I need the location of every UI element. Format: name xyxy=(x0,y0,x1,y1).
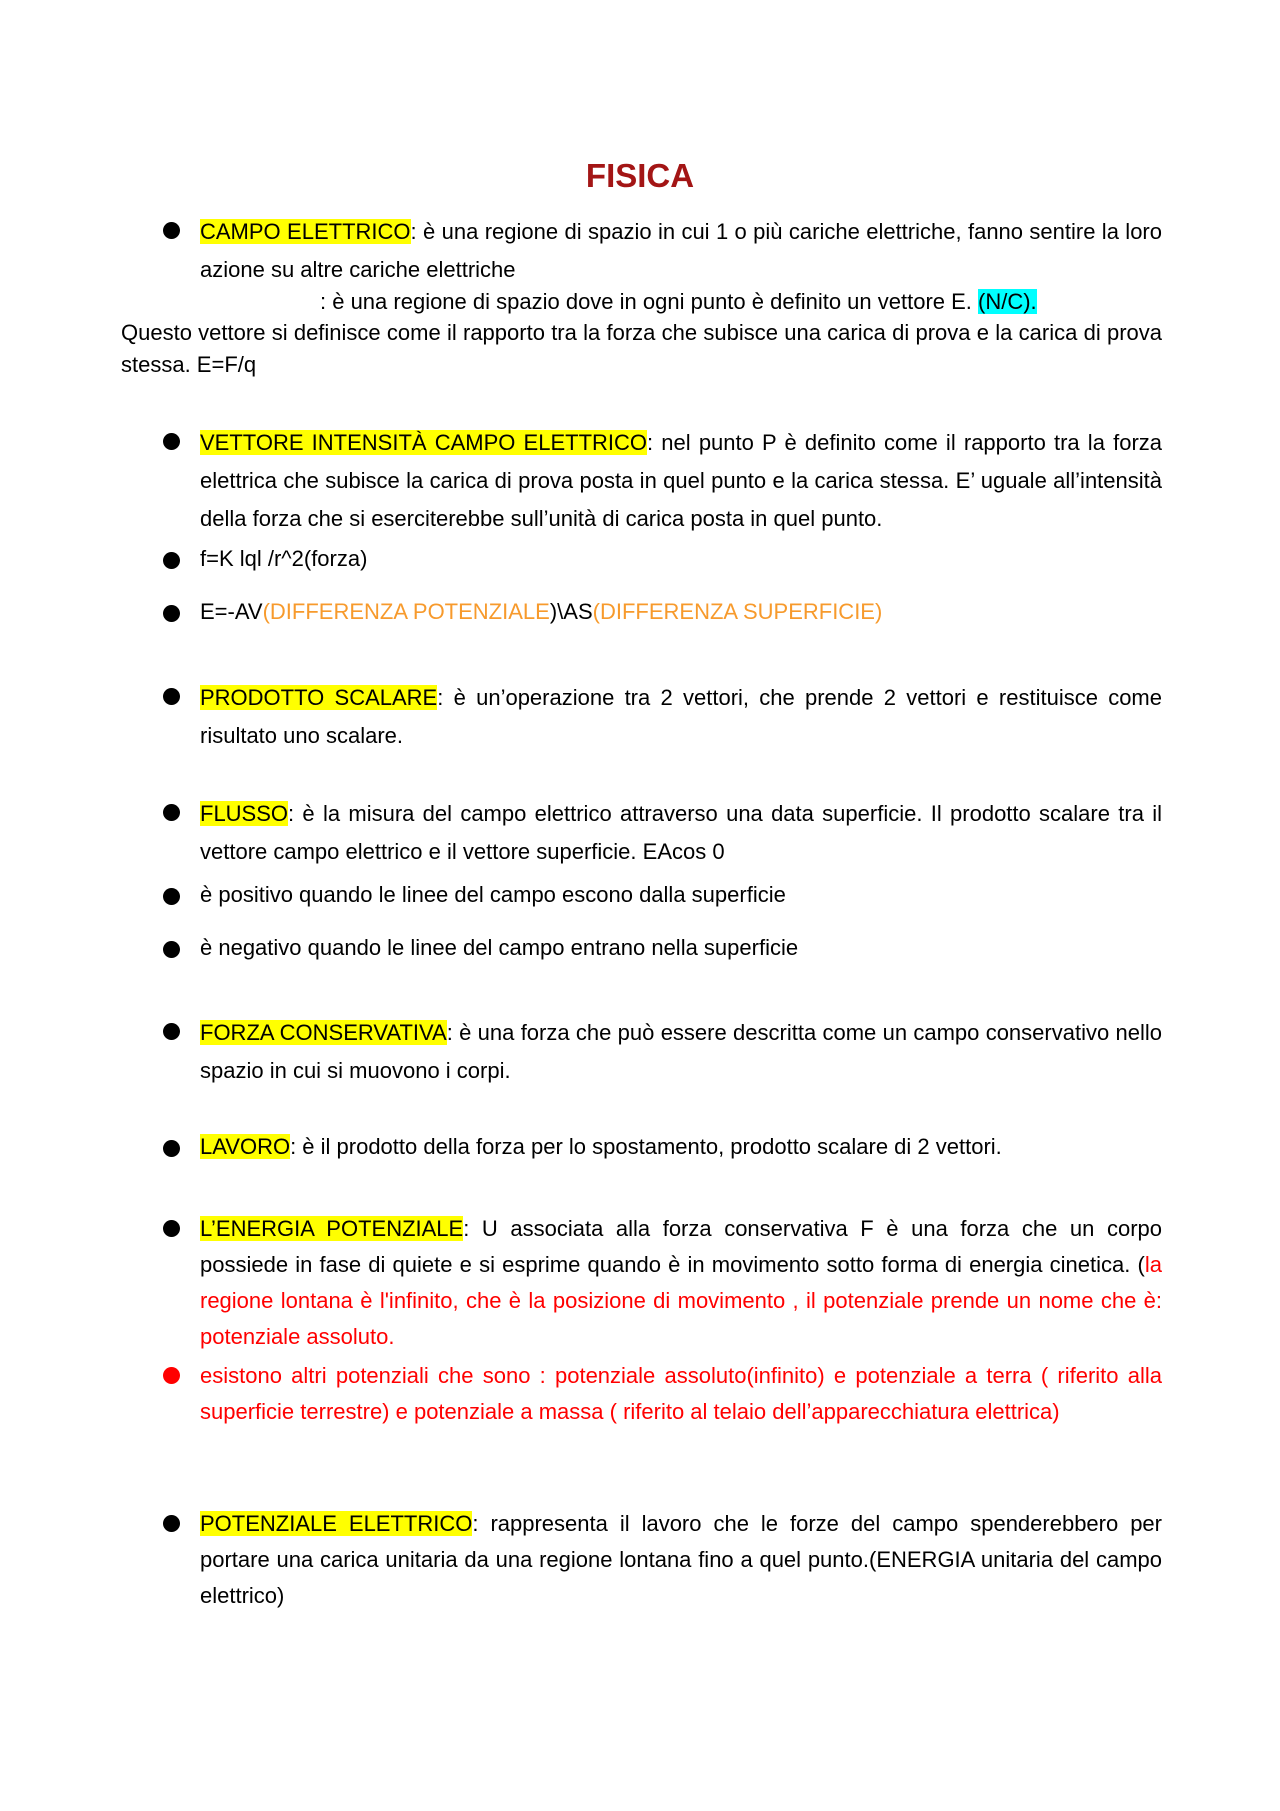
definition-text: : è una forza che può essere descritta come un campo conservativo nello spazio in cui si muovono i corpi. xyxy=(200,1020,1162,1083)
formula-part-3: )\AS xyxy=(549,599,593,624)
term-potenziale-elettrico: POTENZIALE ELETTRICO xyxy=(200,1511,473,1536)
list-item-lavoro xyxy=(200,1131,1162,1162)
bullet-icon xyxy=(163,605,180,622)
formula-part-1: E=-AV xyxy=(200,599,263,624)
bullet-icon xyxy=(163,1023,180,1040)
flusso-negativo-text: è negativo quando le linee del campo entrano nella superficie xyxy=(200,935,799,960)
list-item-flusso-negativo xyxy=(200,932,1162,963)
bullet-icon xyxy=(163,433,180,450)
definition-text: : è il prodotto della forza per lo spostamento, prodotto scalare di 2 vettori. xyxy=(290,1134,1002,1159)
bullet-icon xyxy=(163,1140,180,1157)
term-prodotto-scalare: PRODOTTO SCALARE xyxy=(200,685,438,710)
term-campo-elettrico: CAMPO ELETTRICO xyxy=(200,219,411,244)
bullet-icon xyxy=(163,941,180,958)
definition-text: : è un’operazione tra 2 vettori, che prende 2 vettori e restituisce come risultato uno scalare. xyxy=(200,685,1162,748)
page-title: FISICA xyxy=(585,157,695,194)
list-item-forza-conservativa xyxy=(200,1014,1162,1090)
unit-label: (N/C). xyxy=(978,289,1037,314)
list-item-energia-potenziale xyxy=(200,1211,1162,1355)
list-item-potenziale-elettrico xyxy=(200,1506,1162,1614)
definition-line xyxy=(320,285,1162,318)
bullet-icon xyxy=(163,1220,180,1237)
list-item-flusso xyxy=(200,795,1162,871)
term-vettore-intensita: VETTORE INTENSITÀ CAMPO ELETTRICO xyxy=(200,430,648,455)
bullet-icon xyxy=(163,552,180,569)
list-item-altri-potenziali xyxy=(200,1358,1162,1430)
bullet-icon xyxy=(163,222,180,239)
note-text-red: la regione lontana è l'infinito, che è la posizione di movimento , il potenziale prende un nome che è: potenziale assoluto. xyxy=(200,1252,1162,1349)
bullet-icon xyxy=(163,1515,180,1532)
bullet-icon xyxy=(163,688,180,705)
definition-text: : è la misura del campo elettrico attraverso una data superficie. Il prodotto scalare tra il vettore campo elettrico e il vettore superficie. EAcos 0 xyxy=(200,801,1162,864)
definition-text-2: : è una regione di spazio dove in ogni punto è definito un vettore E. xyxy=(320,289,979,314)
list-item-formula-campo xyxy=(200,596,1162,627)
list-item-prodotto-scalare xyxy=(200,679,1162,755)
flusso-positivo-text: è positivo quando le linee del campo escono dalla superficie xyxy=(200,882,786,907)
term-forza-conservativa: FORZA CONSERVATIVA xyxy=(200,1020,447,1045)
bullet-icon xyxy=(163,804,180,821)
term-flusso: FLUSSO xyxy=(200,801,289,826)
list-item-flusso-positivo xyxy=(200,879,1162,910)
definition-text: : U associata alla forza conservativa F è una forza che un corpo possiede in fase di quiete e si esprime quando è in movimento sotto forma di energia cinetica. ( xyxy=(200,1216,1162,1277)
bullet-icon xyxy=(163,888,180,905)
list-item-formula-forza xyxy=(200,543,1162,574)
formula-part-4: (DIFFERENZA SUPERFICIE) xyxy=(592,599,883,624)
definition-text: : è una regione di spazio in cui 1 o più cariche elettriche, fanno sentire la loro azione su altre cariche elettriche xyxy=(200,219,1162,282)
definition-text: : nel punto P è definito come il rapporto tra la forza elettrica che subisce la carica di prova posta in quel punto e la carica stessa. E’ uguale all’intensità della forza che si eserciterebbe sull’unità di carica posta in quel punto. xyxy=(200,430,1163,531)
term-energia-potenziale: L’ENERGIA POTENZIALE xyxy=(200,1216,464,1241)
altri-potenziali-text: esistono altri potenziali che sono : potenziale assoluto(infinito) e potenziale a terra ( riferito alla superficie terrestre) e potenziale a massa ( riferito al telaio dell’apparecchiatura elettrica) xyxy=(200,1363,1162,1424)
formula-part-2: (DIFFERENZA POTENZIALE xyxy=(262,599,550,624)
list-item-vettore-intensita xyxy=(200,424,1162,538)
list-item-campo-elettrico xyxy=(200,213,1162,289)
paragraph-vettore: Questo vettore si definisce come il rapporto tra la forza che subisce una carica di prova e la carica di prova stessa. E=F/q xyxy=(121,320,1162,377)
definition-text: : rappresenta il lavoro che le forze del campo spenderebbero per portare una carica unitaria da una regione lontana fino a quel punto.(ENERGIA unitaria del campo elettrico) xyxy=(200,1511,1162,1608)
formula-forza: f=K lql /r^2(forza) xyxy=(200,546,368,571)
bullet-icon xyxy=(163,1367,180,1384)
term-lavoro: LAVORO xyxy=(200,1134,291,1159)
